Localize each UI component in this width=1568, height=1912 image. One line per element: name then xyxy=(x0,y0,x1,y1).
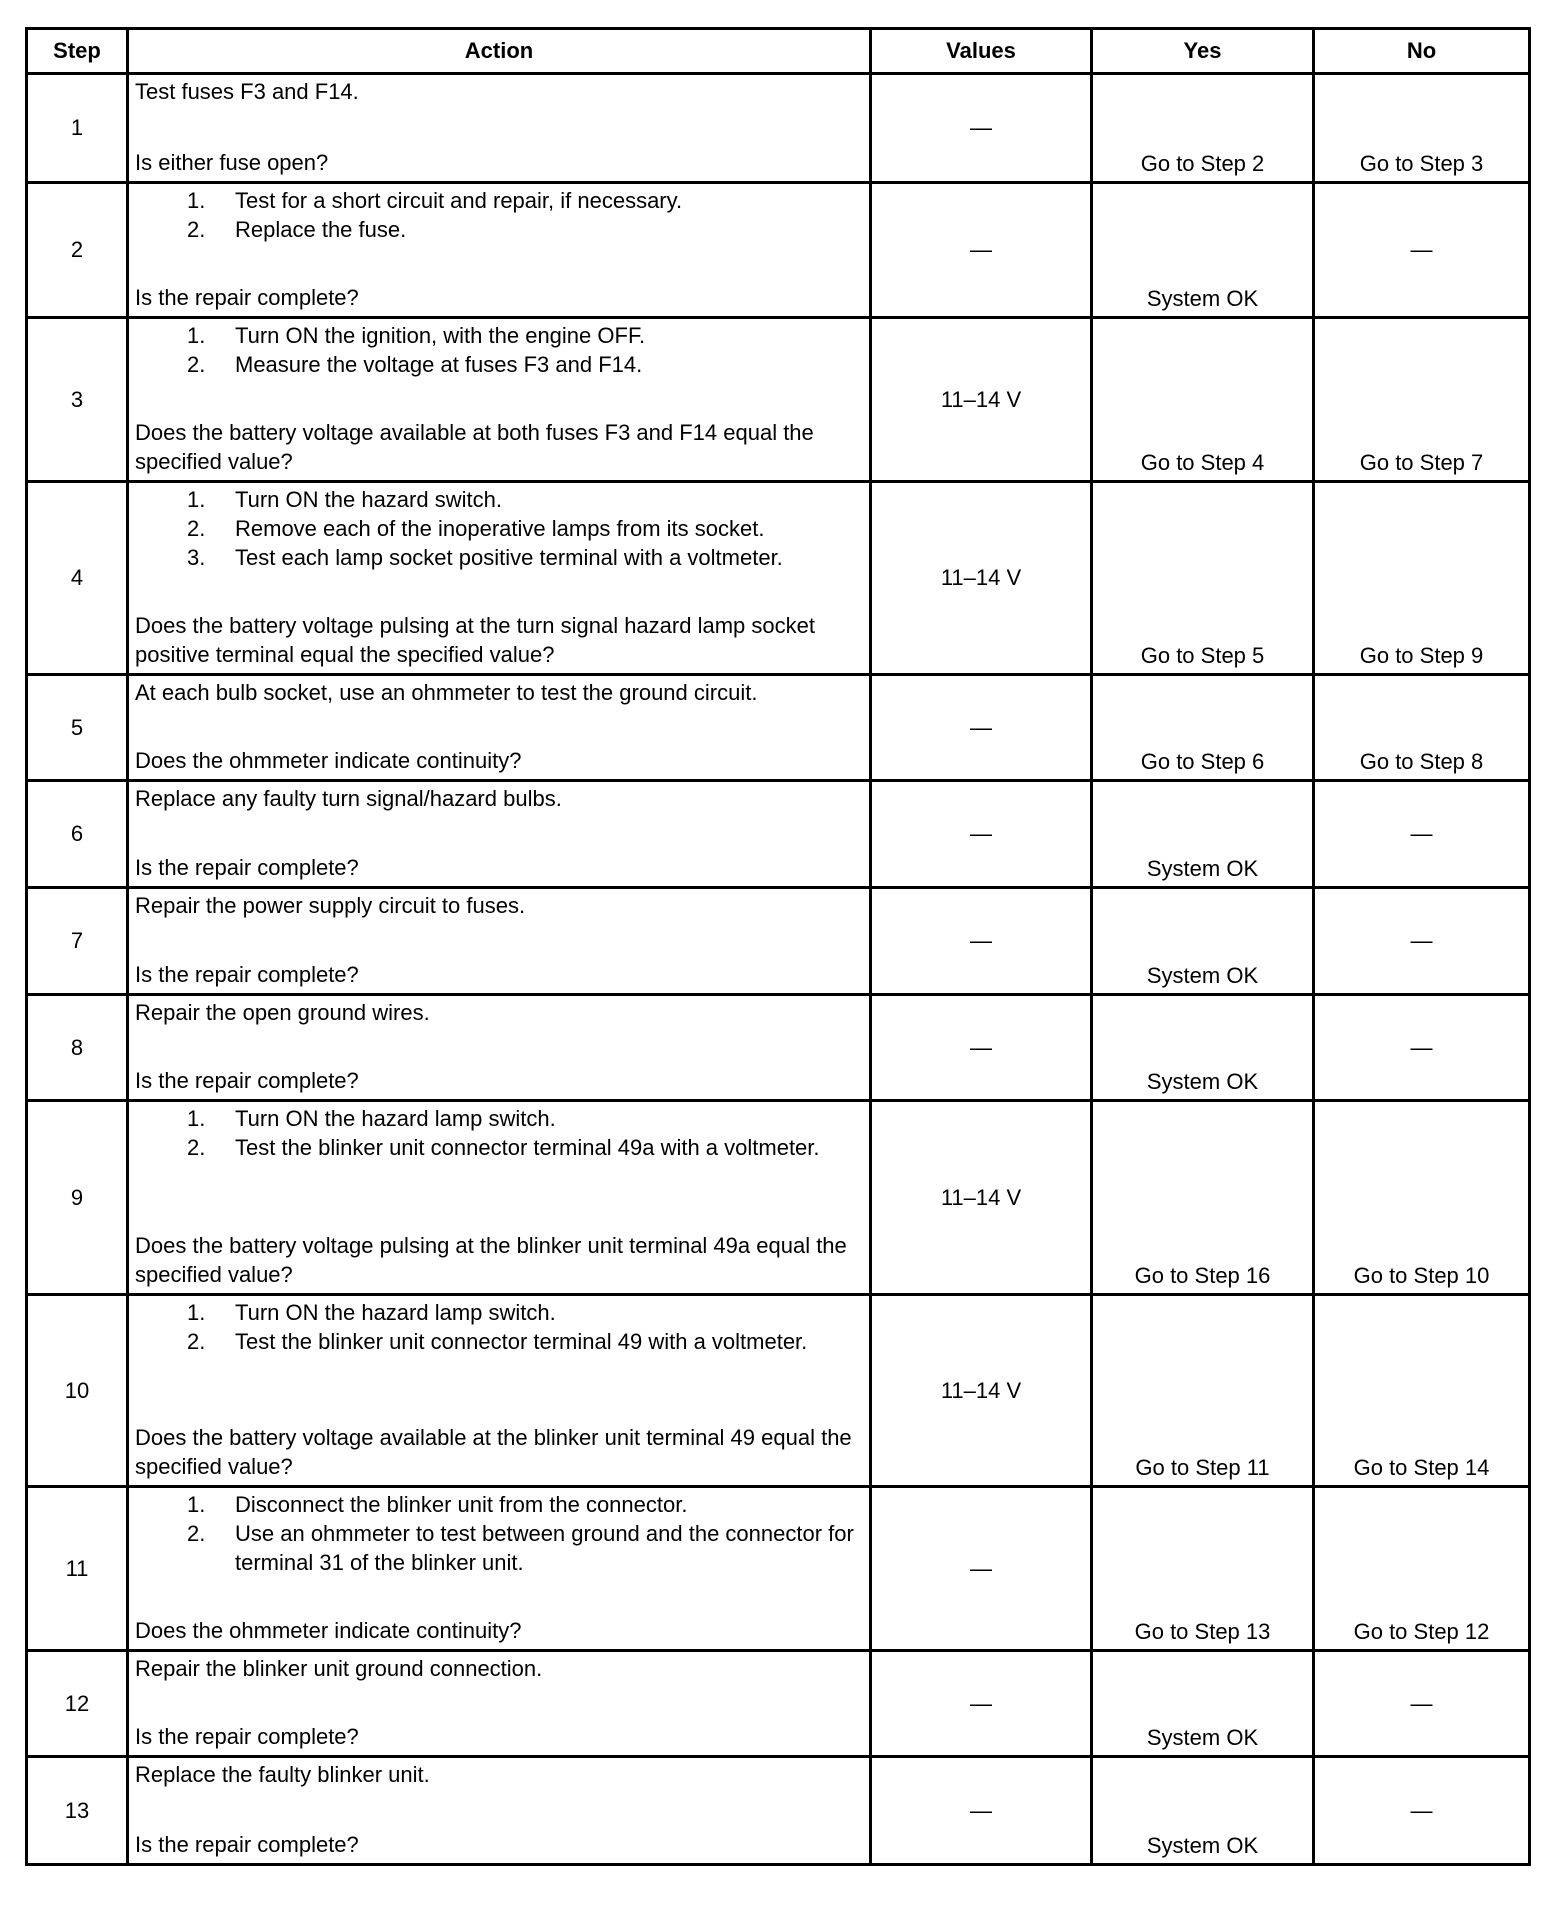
value-cell: — xyxy=(869,889,1090,993)
header-step: Step xyxy=(53,38,101,63)
table-row xyxy=(28,181,1528,316)
action-list-item xyxy=(135,215,863,244)
item-number: 2. xyxy=(187,516,206,541)
header-no: No xyxy=(1312,30,1528,72)
action-question: Is the repair complete? xyxy=(135,855,359,880)
yes-cell: Go to Step 2 xyxy=(1090,75,1312,181)
table-row xyxy=(28,779,1528,886)
action-cell xyxy=(126,676,869,779)
action-question: Is the repair complete? xyxy=(135,285,359,310)
no-cell: Go to Step 8 xyxy=(1312,676,1528,779)
yes-cell: Go to Step 13 xyxy=(1090,1488,1312,1649)
action-cell xyxy=(126,319,869,480)
table-row xyxy=(28,316,1528,480)
action-instruction: Replace any faulty turn signal/hazard bulbs. xyxy=(135,786,562,811)
yes-cell: System OK xyxy=(1090,889,1312,993)
action-list-item xyxy=(135,1327,863,1356)
item-number: 1. xyxy=(187,1492,206,1517)
yes-cell: System OK xyxy=(1090,996,1312,1099)
action-cell xyxy=(126,1488,869,1649)
item-text: Remove each of the inoperative lamps from its socket. xyxy=(235,516,765,541)
yes-cell: System OK xyxy=(1090,184,1312,316)
item-number: 3. xyxy=(187,545,206,570)
item-text: Test for a short circuit and repair, if necessary. xyxy=(235,188,683,213)
item-number: 2. xyxy=(187,352,206,377)
action-instruction: Repair the blinker unit ground connection. xyxy=(135,1656,543,1681)
table-row xyxy=(28,886,1528,993)
no-cell: Go to Step 9 xyxy=(1312,483,1528,673)
no-cell: — xyxy=(1312,889,1528,993)
action-cell xyxy=(126,1296,869,1485)
table-row xyxy=(28,480,1528,673)
value-cell: 11–14 V xyxy=(869,483,1090,673)
action-cell xyxy=(126,996,869,1099)
item-number: 1. xyxy=(187,487,206,512)
no-cell: — xyxy=(1312,996,1528,1099)
item-text: Turn ON the ignition, with the engine OFF. xyxy=(235,323,646,348)
action-question: Is the repair complete? xyxy=(135,1724,359,1749)
action-list-item xyxy=(135,514,863,543)
table-row xyxy=(28,72,1528,181)
item-text: Turn ON the hazard switch. xyxy=(235,487,502,512)
action-question: Is the repair complete? xyxy=(135,962,359,987)
value-cell: — xyxy=(869,75,1090,181)
step-number: 7 xyxy=(70,928,84,953)
action-instruction: At each bulb socket, use an ohmmeter to test the ground circuit. xyxy=(135,680,758,705)
item-number: 1. xyxy=(187,188,206,213)
action-cell xyxy=(126,75,869,181)
table-row xyxy=(28,1649,1528,1755)
item-text: Test each lamp socket positive terminal with a voltmeter. xyxy=(235,545,783,570)
action-list-item xyxy=(135,543,863,572)
item-number: 1. xyxy=(187,323,206,348)
action-question: Does the battery voltage available at the blinker unit terminal 49 equal the specified value? xyxy=(135,1425,852,1479)
no-cell: — xyxy=(1312,1758,1528,1863)
step-number: 6 xyxy=(70,821,84,846)
value-cell: 11–14 V xyxy=(869,1296,1090,1485)
item-text: Use an ohmmeter to test between ground and the connector for terminal 31 of the blinker unit. xyxy=(235,1521,854,1575)
value-cell: — xyxy=(869,1758,1090,1863)
item-text: Test the blinker unit connector terminal 49 with a voltmeter. xyxy=(235,1329,808,1354)
action-cell xyxy=(126,184,869,316)
item-number: 1. xyxy=(187,1300,206,1325)
item-text: Test the blinker unit connector terminal 49a with a voltmeter. xyxy=(235,1135,820,1160)
table-row xyxy=(28,1293,1528,1485)
action-list-item xyxy=(135,321,863,350)
step-number: 4 xyxy=(70,565,84,590)
action-cell xyxy=(126,1102,869,1293)
action-list-item xyxy=(135,350,863,379)
action-question: Does the ohmmeter indicate continuity? xyxy=(135,748,522,773)
no-cell: — xyxy=(1312,782,1528,886)
table-row xyxy=(28,1485,1528,1649)
table-row xyxy=(28,673,1528,779)
value-cell: — xyxy=(869,1488,1090,1649)
value-cell: 11–14 V xyxy=(869,1102,1090,1293)
action-list-item xyxy=(135,1490,863,1519)
item-number: 1. xyxy=(187,1106,206,1131)
action-question: Is either fuse open? xyxy=(135,150,329,175)
no-cell: Go to Step 7 xyxy=(1312,319,1528,480)
header-action: Action xyxy=(126,30,869,72)
action-list-item xyxy=(135,1133,863,1162)
step-number: 9 xyxy=(70,1184,84,1210)
item-number: 2. xyxy=(187,217,206,242)
action-instruction: Test fuses F3 and F14. xyxy=(135,79,359,104)
item-text: Turn ON the hazard lamp switch. xyxy=(235,1300,556,1325)
item-text: Disconnect the blinker unit from the connector. xyxy=(235,1492,688,1517)
action-list-item xyxy=(135,1104,863,1133)
item-number: 2. xyxy=(187,1521,206,1546)
step-number: 11 xyxy=(65,1555,89,1581)
action-list-item xyxy=(135,186,863,215)
action-cell xyxy=(126,483,869,673)
item-number: 2. xyxy=(187,1135,206,1160)
no-cell: Go to Step 12 xyxy=(1312,1488,1528,1649)
no-cell: — xyxy=(1312,184,1528,316)
no-cell: — xyxy=(1312,1652,1528,1755)
yes-cell: Go to Step 4 xyxy=(1090,319,1312,480)
step-number: 10 xyxy=(64,1377,90,1403)
yes-cell: System OK xyxy=(1090,1652,1312,1755)
action-list-item xyxy=(135,1298,863,1327)
action-question: Is the repair complete? xyxy=(135,1832,359,1857)
no-cell: Go to Step 10 xyxy=(1312,1102,1528,1293)
table-row xyxy=(28,1099,1528,1293)
item-text: Replace the fuse. xyxy=(235,217,407,242)
item-text: Turn ON the hazard lamp switch. xyxy=(235,1106,556,1131)
action-question: Does the battery voltage pulsing at the turn signal hazard lamp socket positive terminal equal the specified value? xyxy=(135,613,815,667)
yes-cell: Go to Step 16 xyxy=(1090,1102,1312,1293)
item-number: 2. xyxy=(187,1329,206,1354)
action-instruction: Repair the open ground wires. xyxy=(135,1000,430,1025)
action-question: Is the repair complete? xyxy=(135,1068,359,1093)
step-number: 5 xyxy=(70,714,84,740)
yes-cell: Go to Step 6 xyxy=(1090,676,1312,779)
action-instruction: Replace the faulty blinker unit. xyxy=(135,1762,430,1787)
item-text: Measure the voltage at fuses F3 and F14. xyxy=(235,352,643,377)
action-cell xyxy=(126,889,869,993)
table-row xyxy=(28,993,1528,1099)
no-cell: Go to Step 3 xyxy=(1312,75,1528,181)
yes-cell: System OK xyxy=(1090,1758,1312,1863)
value-cell: — xyxy=(869,1652,1090,1755)
action-list-item xyxy=(135,485,863,514)
step-number: 12 xyxy=(64,1690,90,1716)
value-cell: — xyxy=(869,184,1090,316)
yes-cell: Go to Step 11 xyxy=(1090,1296,1312,1485)
action-list-item xyxy=(135,1519,863,1577)
yes-cell: System OK xyxy=(1090,782,1312,886)
step-number: 2 xyxy=(70,237,84,262)
table-header xyxy=(28,30,1528,72)
step-number: 8 xyxy=(70,1034,84,1060)
step-number: 1 xyxy=(70,115,84,140)
value-cell: 11–14 V xyxy=(869,319,1090,480)
action-question: Does the battery voltage pulsing at the blinker unit terminal 49a equal the specified value? xyxy=(135,1233,847,1287)
value-cell: — xyxy=(869,676,1090,779)
action-cell xyxy=(126,1758,869,1863)
no-cell: Go to Step 14 xyxy=(1312,1296,1528,1485)
diagnostic-table xyxy=(25,27,1531,1866)
step-number: 3 xyxy=(70,386,84,412)
header-yes: Yes xyxy=(1090,30,1312,72)
yes-cell: Go to Step 5 xyxy=(1090,483,1312,673)
action-question: Does the battery voltage available at both fuses F3 and F14 equal the specified value? xyxy=(135,420,814,474)
value-cell: — xyxy=(869,782,1090,886)
action-instruction: Repair the power supply circuit to fuses. xyxy=(135,893,526,918)
value-cell: — xyxy=(869,996,1090,1099)
action-question: Does the ohmmeter indicate continuity? xyxy=(135,1618,522,1643)
table-row xyxy=(28,1755,1528,1863)
step-number: 13 xyxy=(64,1797,90,1823)
header-values: Values xyxy=(869,30,1090,72)
action-cell xyxy=(126,782,869,886)
action-cell xyxy=(126,1652,869,1755)
